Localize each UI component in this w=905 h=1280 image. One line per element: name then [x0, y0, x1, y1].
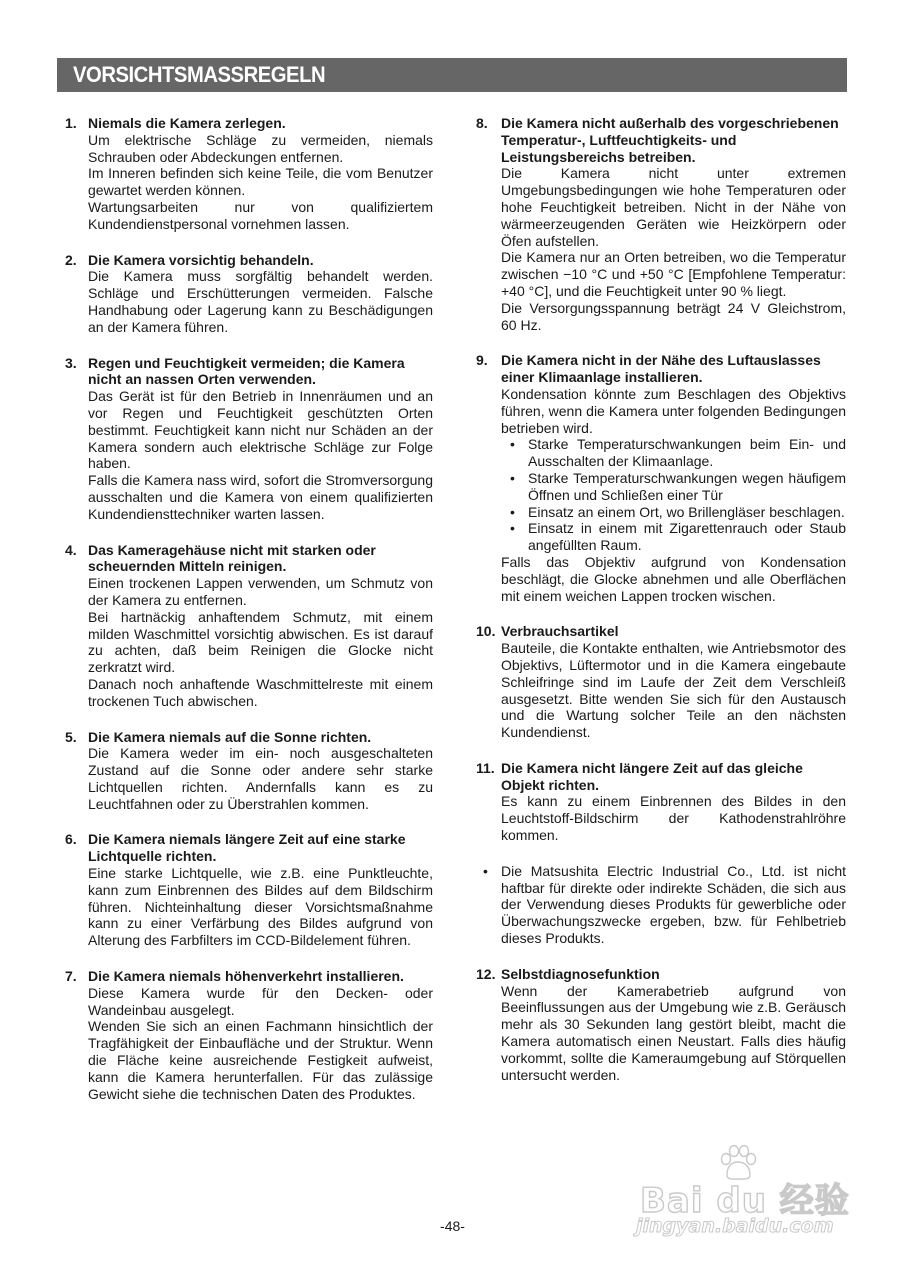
precaution-item-6 — [65, 831, 433, 949]
section-header-bar — [57, 58, 847, 92]
item-paragraph: Falls das Objektiv aufgrund von Kondensation beschlägt, die Glocke abnehmen und alle Oberflächen mit einem weichen Lappen trocken wischen. — [501, 553, 846, 604]
item-paragraph: Bei hartnäckig anhaftendem Schmutz, mit einem milden Waschmittel vorsichtig abwischen. Es ist darauf zu achten, daß beim Reinigen die Glocke nicht zerkratzt wird. — [88, 608, 433, 676]
watermark-url: jingyan.baidu.com — [636, 1215, 834, 1237]
item-paragraph: Es kann zu einem Einbrennen des Bildes in den Leuchtstoff-Bildschirm der Kathodenstrahlröhre kommen. — [501, 793, 846, 844]
precaution-item-11 — [478, 760, 846, 844]
precaution-item-5 — [65, 729, 433, 813]
item-number: 8. — [476, 115, 488, 131]
precaution-item-10 — [478, 623, 846, 741]
list-item: • Starke Temperaturschwankungen wegen häufigem Öffnen und Schließen einer Tür — [501, 470, 846, 504]
precaution-item-1 — [65, 115, 433, 233]
item-paragraph: Diese Kamera wurde für den Decken- oder Wandeinbau ausgelegt. — [88, 984, 433, 1018]
item-paragraph: Einen trockenen Lappen verwenden, um Schmutz von der Kamera zu entfernen. — [88, 575, 433, 608]
item-paragraph: Danach noch anhaftende Waschmittelreste mit einem trockenen Tuch abwischen. — [88, 675, 433, 709]
precaution-item-3 — [65, 355, 433, 523]
item-number: 7. — [65, 968, 77, 985]
item-paragraph: Die Kamera nicht unter extremen Umgebungsbedingungen wie hohe Temperaturen oder hohe Feuchtigkeit betreiben. Nicht in der Nähe von wärmeerzeugenden Geräten wie Heizkörpern oder Öfen aufstellen. — [501, 165, 846, 249]
item-title: Die Kamera niemals höhenverkehrt installieren. — [88, 968, 404, 985]
item-paragraph: Wenn der Kamerabetrieb aufgrund von Beeinflussungen aus der Umgebung wie z.B. Geräusch mehr als 30 Sekunden lang gestört bleibt, macht die Kamera automatisch einen Neustart. Falls dies häufig vorkommt, sollte die Kameraumgebung auf Störquellen untersucht werden. — [501, 982, 846, 1083]
precaution-item-7 — [65, 968, 433, 1102]
item-paragraph: Das Gerät ist für den Betrieb in Innenräumen und an vor Regen und Feuchtigkeit geschützten Orten bestimmt. Feuchtigkeit kann nicht nur Schäden an der Kamera sondern auch elektrische Schläge zur Folge haben. — [88, 388, 433, 472]
item-title: Regen und Feuchtigkeit vermeiden; die Kamera nicht an nassen Orten verwenden. — [88, 354, 405, 388]
baidu-watermark — [636, 1145, 855, 1240]
note-bullet: • — [483, 862, 488, 879]
item-number: 1. — [65, 115, 77, 131]
list-item: • Einsatz in einem mit Zigarettenrauch oder Staub angefüllten Raum. — [501, 520, 846, 554]
item-number: 10. — [476, 623, 496, 640]
item-number: 5. — [65, 728, 77, 745]
item-title: Niemals die Kamera zerlegen. — [88, 115, 286, 131]
item-title: Die Kamera nicht außerhalb des vorgeschriebenen Temperatur-, Luftfeuchtigkeits- und Leistungsbereichs betreiben. — [501, 115, 839, 165]
precaution-item-4 — [65, 542, 433, 710]
item-number: 12. — [476, 965, 496, 982]
item-title: Verbrauchsartikel — [501, 623, 619, 640]
item-number: 3. — [65, 354, 77, 371]
note-text: Die Matsushita Electric Industrial Co., Ltd. ist nicht haftbar für direkte oder indirekte Schäden, die sich aus der Verwendung dieses Produkts für gewerbliche oder Überwachungszwecke ergeben, bzw. für Fehlbetrieb dieses Produkts. — [501, 862, 846, 947]
item-paragraph: Eine starke Lichtquelle, wie z.B. eine Punktleuchte, kann zum Einbrennen des Bildes auf dem Bildschirm führen. Nichteinhaltung dieser Vorsichtsmaßnahme kann zu einer Verfärbung des Bildes aufgrund von Alterung des Farbfilters im CCD-Bildelement führen. — [88, 865, 433, 949]
item-title: Die Kamera nicht längere Zeit auf das gleiche Objekt richten. — [501, 759, 803, 793]
item-paragraph: Die Kamera weder im ein- noch ausgeschalteten Zustand auf die Sonne oder andere sehr starke Lichtquellen richten. Andernfalls kann es zu Leuchtfahnen oder zu Überstrahlen kommen. — [88, 745, 433, 812]
item-title: Selbstdiagnosefunktion — [501, 965, 660, 982]
item-paragraph: Falls die Kamera nass wird, sofort die Stromversorgung ausschalten und die Kamera von einem qualifizierten Kundendiensttechniker warten lassen. — [88, 472, 433, 522]
precaution-item-8 — [478, 115, 846, 333]
list-item: • Starke Temperaturschwankungen beim Ein- und Ausschalten der Klimaanlage. — [501, 436, 846, 470]
item-paragraph: Die Kamera muss sorgfältig behandelt werden. Schläge und Erschütterungen vermeiden. Falsche Handhabung oder Lagerung kann zu Beschädigungen an der Kamera führen. — [88, 268, 433, 335]
item-title: Die Kamera niemals längere Zeit auf eine starke Lichtquelle richten. — [88, 831, 406, 865]
precaution-item-2 — [65, 252, 433, 336]
item-title: Die Kamera niemals auf die Sonne richten. — [88, 728, 372, 745]
precaution-item-12 — [478, 966, 846, 1084]
item-title: Die Kamera vorsichtig behandeln. — [88, 251, 314, 268]
item-paragraph: Kondensation könnte zum Beschlagen des Objektivs führen, wenn die Kamera unter folgenden Bedingungen betrieben wird. — [501, 385, 846, 436]
item-number: 9. — [476, 352, 488, 369]
condition-list — [501, 436, 846, 554]
item-paragraph: Bauteile, die Kontakte enthalten, wie Antriebsmotor des Objektivs, Lüftermotor und in die Kamera eingebaute Schleifringe sind im Laufe der Zeit dem Verschleiß ausgesetzt. Bitte wenden Sie sich für den Austausch und die Wartung solcher Teile an den nächsten Kundendienst. — [501, 640, 846, 741]
precaution-item-9 — [478, 352, 846, 604]
item-paragraph: Die Kamera nur an Orten betreiben, wo die Temperatur zwischen −10 °C und +50 °C [Empfohlene Temperatur: +40 °C], und die Feuchtigkeit unter 90 % liegt. — [501, 249, 846, 299]
item-paragraph: Um elektrische Schläge zu vermeiden, niemals Schrauben oder Abdeckungen entfernen. — [88, 131, 433, 165]
item-paragraph: Im Inneren befinden sich keine Teile, die vom Benutzer gewartet werden können. — [88, 165, 433, 199]
item-number: 4. — [65, 541, 77, 558]
item-title: Die Kamera nicht in der Nähe des Luftauslasses einer Klimaanlage installieren. — [501, 352, 821, 386]
list-item: • Einsatz an einem Ort, wo Brillengläser beschlagen. — [501, 504, 846, 521]
item-number: 6. — [65, 831, 77, 848]
page-title: VORSICHTSMASSREGELN — [73, 62, 326, 87]
item-number: 11. — [476, 759, 495, 776]
liability-note — [478, 863, 846, 947]
item-number: 2. — [65, 251, 77, 268]
right-column — [478, 115, 846, 1102]
watermark-logo: Bai du 经验 — [640, 1181, 850, 1221]
page-number: -48- — [440, 1218, 465, 1234]
item-paragraph: Wartungsarbeiten nur von qualifiziertem Kundendienstpersonal vornehmen lassen. — [88, 198, 433, 232]
item-paragraph: Wenden Sie sich an einen Fachmann hinsichtlich der Tragfähigkeit der Einbaufläche und der Struktur. Wenn die Fläche keine ausreichende Festigkeit aufweist, kann die Kamera herunterfallen. Für das zulässige Gewicht siehe die technischen Daten des Produktes. — [88, 1018, 433, 1102]
left-column — [65, 115, 433, 1121]
item-title: Das Kameragehäuse nicht mit starken oder scheuernden Mitteln reinigen. — [88, 541, 376, 575]
item-paragraph: Die Versorgungsspannung beträgt 24 V Gleichstrom, 60 Hz. — [501, 299, 846, 333]
